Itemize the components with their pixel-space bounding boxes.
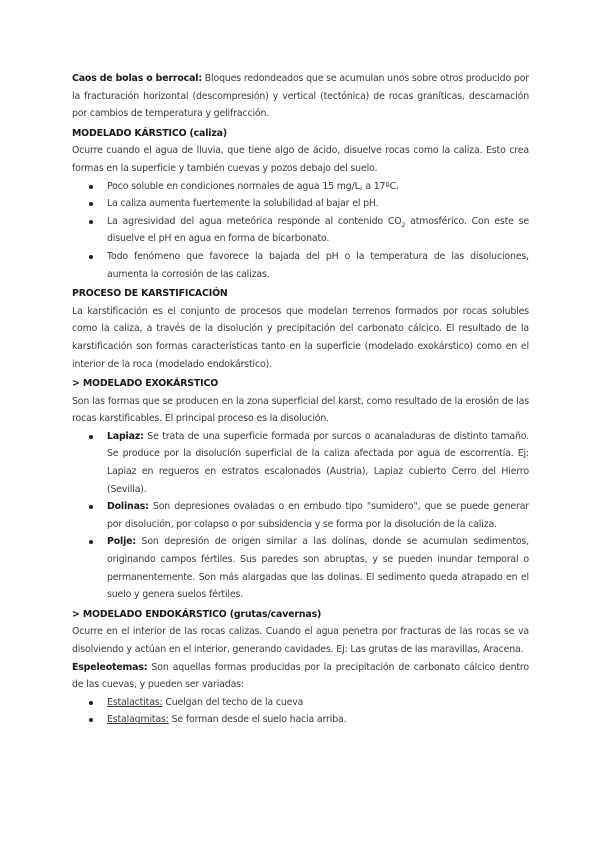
polje-text: Son depresión de origen similar a las dolinas, donde se acumulan sedimentos, originando campos fértiles. Sus paredes son abruptas, y se pueden inundar temporal o permanentemente. Son más alargadas que las dolinas. El sedimento queda atrapado en el suelo y genera suelos fértiles. (107, 536, 529, 601)
exo-intro: Son las formas que se producen en la zona superficial del karst, como resultado de la erosión de las rocas karstificables. El principal proceso es la disolución. (72, 395, 529, 425)
karstico-intro: Ocurre cuando el agua de lluvia, que tiene algo de ácido, disuelve rocas como la caliza. Esto crea formas en la superficie y también cuevas y pozos debajo del suelo. (72, 145, 529, 174)
list-item (72, 694, 529, 712)
list-item (72, 213, 529, 248)
caos-paragraph (72, 70, 529, 123)
list-item (72, 498, 529, 533)
proceso-heading: PROCESO DE KARSTIFICACIÓN (72, 288, 228, 300)
list-item: Todo fenómeno que favorece la bajada del pH o la temperatura de las disoluciones, aumenta la corrosión de las calizas. (72, 248, 529, 283)
lapiaz-text: Se trata de una superficie formada por surcos o acanaladuras de distinto tamaño. Se produce por la disolución superficial de la caliza afectada por agua de escorrentía. Ej: Lapiaz en regueros en estratos escalonados (Austria), Lapiaz cubierto Cerro del Hierro (Sevilla). (107, 430, 529, 495)
espeleotemas-text: Son aquellas formas producidas por la precipitación de carbonato cálcico dentro de las cuevas, y pueden ser variadas: (72, 661, 529, 691)
list-item: La caliza aumenta fuertemente la solubilidad al bajar el pH. (72, 195, 529, 213)
endo-list (72, 694, 529, 729)
caos-text: Bloques redondeados que se acumulan unos sobre otros producido por la fracturación horizontal (descompresión) y vertical (tectónica) de rocas graníticas, descamación por cambios de temperatura y gelifracción. (72, 73, 529, 120)
estalactitas-text: Cuelgan del techo de la cueva (162, 696, 304, 708)
document-page (72, 70, 529, 729)
co2-text-pre: La agresividad del agua meteórica responde al contenido CO (107, 215, 402, 227)
list-item (72, 711, 529, 729)
endo-intro: Ocurre en el interior de las rocas calizas. Cuando el agua penetra por fracturas de las rocas se va disolviendo y actúan en el interior, generando cavidades. Ej: Las grutas de las maravillas, Aracena. (72, 626, 529, 655)
list-item: Poco soluble en condiciones normales de agua 15 mg/L, a 17ºC. (72, 178, 529, 196)
list-item (72, 428, 529, 498)
caos-label: Caos de bolas o berrocal: (72, 73, 202, 84)
polje-label: Polje: (107, 536, 136, 548)
dolinas-text: Son depresiones ovaladas o en embudo tipo "sumidero", que se puede generar por disolución, por colapso o por subsidencia y se forma por la disolución de la caliza. (107, 501, 529, 530)
estalagmitas-label: Estalagmitas: (107, 714, 169, 726)
lapiaz-label: Lapiaz: (107, 430, 144, 442)
list-item (72, 533, 529, 603)
espeleotemas-label: Espeleotemas: (72, 661, 148, 673)
endo-heading: > MODELADO ENDOKÁRSTICO (grutas/cavernas) (72, 608, 322, 620)
co2-text-post: atmosférico. Con este se disuelve el pH en agua en forma de bicarbonato. (107, 215, 529, 245)
karstico-list (72, 178, 529, 284)
estalagmitas-text: Se forman desde el suelo hacia arriba. (168, 714, 347, 726)
dolinas-label: Dolinas: (107, 501, 149, 513)
karstico-heading: MODELADO KÁRSTICO (caliza) (72, 127, 227, 139)
espeleotemas-paragraph (72, 659, 529, 694)
exo-list (72, 428, 529, 604)
estalactitas-label: Estalactitas: (107, 696, 163, 708)
exo-heading: > MODELADO EXOKÁRSTICO (72, 378, 219, 390)
co2-subscript: 2 (401, 221, 406, 229)
proceso-text: La karstificación es el conjunto de procesos que modelan terrenos formados por rocas solubles como la caliza, a través de la disolución y precipitación del carbonato cálcico. El resultado de la karstificación son formas características tanto en la superficie (modelado exokárstico) como en el interior de la roca (modelado endokárstico). (72, 305, 529, 370)
